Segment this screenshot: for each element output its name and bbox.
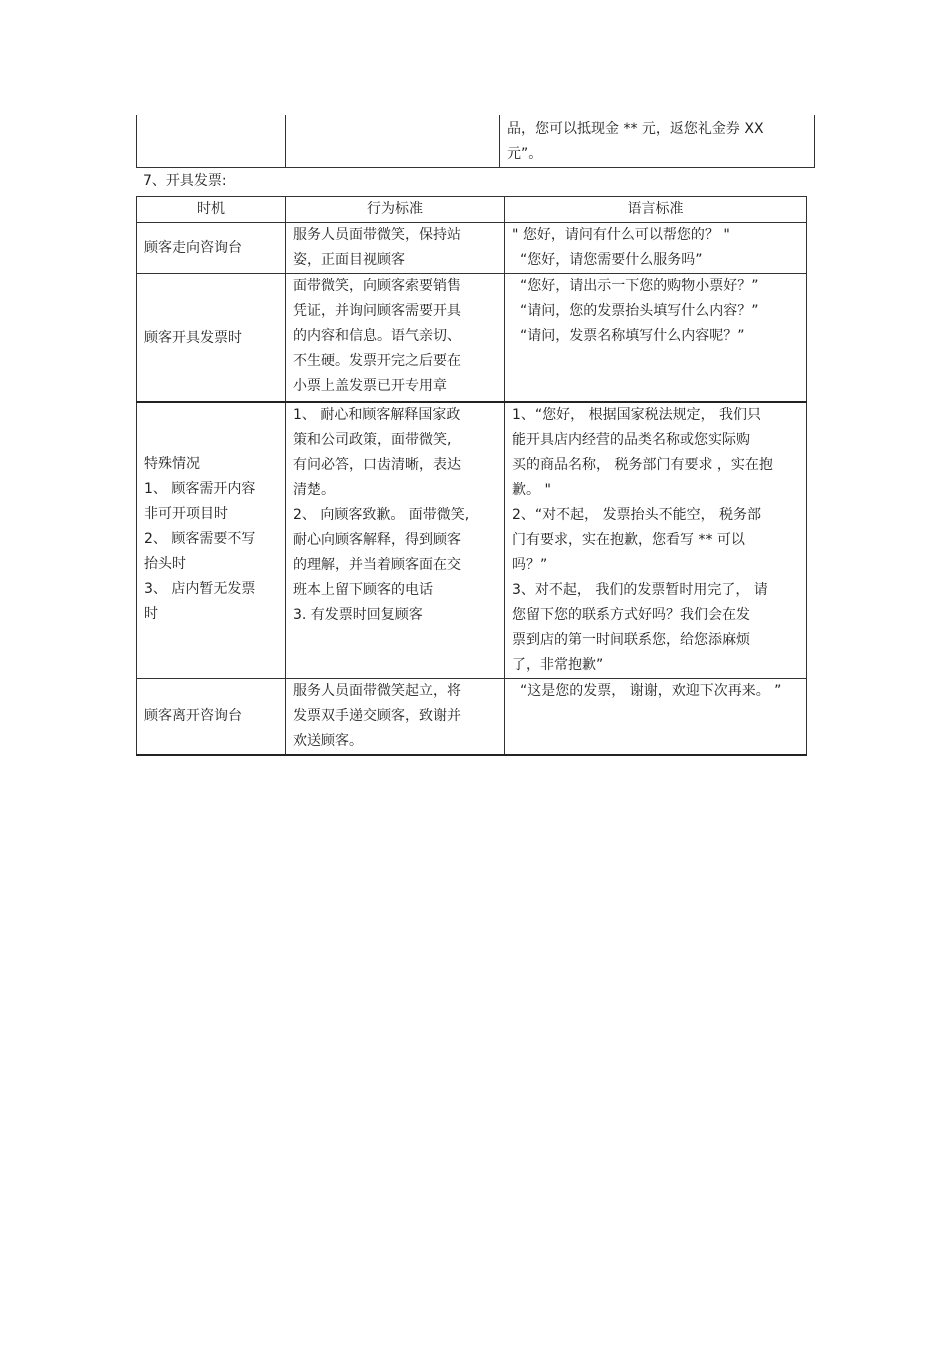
language-line: " 您好，请问有什么可以帮您的？ "	[512, 227, 730, 243]
section-title: 7、开具发票:	[143, 173, 227, 189]
table-row	[137, 223, 807, 274]
language-line: “您好，请出示一下您的购物小票好？”	[520, 278, 759, 294]
language-line: 吗？”	[512, 556, 548, 573]
behavior-line: 有问必答，口齿清晰，表达	[293, 456, 461, 473]
behavior-cell	[286, 223, 505, 274]
behavior-cell	[286, 678, 505, 755]
behavior-line: 服务人员面带微笑，保持站	[293, 227, 461, 243]
prev-cell-1	[137, 115, 286, 168]
invoice-standards-table	[136, 196, 807, 756]
header-behavior: 行为标准	[286, 197, 505, 223]
behavior-line: 的理解，并当着顾客面在交	[293, 556, 461, 573]
timing-line: 抬头时	[144, 555, 186, 572]
timing-cell	[137, 402, 286, 679]
language-line: 能开具店内经营的品类名称或您实际购	[512, 431, 750, 448]
behavior-cell	[286, 274, 505, 402]
language-line: “您好，请您需要什么服务吗”	[520, 252, 703, 268]
prev-cell-2	[286, 115, 500, 168]
language-line: 您留下您的联系方式好吗？我们会在发	[512, 606, 750, 623]
behavior-line: 班本上留下顾客的电话	[293, 581, 433, 598]
behavior-line: 的内容和信息。语气亲切、	[293, 328, 461, 344]
table-row	[137, 402, 807, 679]
table-row	[137, 678, 807, 755]
behavior-cell	[286, 402, 505, 679]
behavior-line: 不生硬。发票开完之后要在	[293, 353, 461, 369]
behavior-line: 凭证，并询问顾客需要开具	[293, 303, 461, 319]
language-cell	[505, 402, 807, 679]
timing-line: 3、 店内暂无发票	[144, 580, 256, 597]
behavior-line: 发票双手递交顾客，致谢并	[293, 707, 461, 724]
language-line: 3、对不起， 我们的发票暂时用完了， 请	[512, 581, 768, 598]
behavior-line: 面带微笑，向顾客索要销售	[293, 278, 461, 294]
timing-cell	[137, 223, 286, 274]
language-cell	[505, 274, 807, 402]
language-line: 2、“对不起， 发票抬头不能空， 税务部	[512, 506, 762, 523]
language-line: 了，非常抱歉”	[512, 656, 604, 673]
previous-table-fragment	[136, 115, 815, 168]
prev-cell-3	[500, 115, 815, 168]
language-line: 买的商品名称， 税务部门有要求 ，实在抱	[512, 456, 773, 473]
behavior-line: 耐心向顾客解释，得到顾客	[293, 531, 461, 548]
prev-line: 元”。	[507, 146, 543, 162]
timing-line: 特殊情况	[144, 455, 200, 472]
behavior-line: 服务人员面带微笑起立，将	[293, 682, 461, 699]
behavior-line: 清楚。	[293, 481, 335, 498]
behavior-line: 姿，正面目视顾客	[293, 252, 405, 268]
language-line: 歉。 "	[512, 481, 551, 498]
language-line: 1、“您好， 根据国家税法规定， 我们只	[512, 406, 762, 423]
table-row	[137, 274, 807, 402]
behavior-line: 2、 向顾客致歉。 面带微笑,	[293, 506, 470, 523]
timing-cell	[137, 274, 286, 402]
header-timing: 时机	[137, 197, 286, 223]
language-cell	[505, 678, 807, 755]
behavior-line: 小票上盖发票已开专用章	[293, 378, 447, 394]
language-cell	[505, 223, 807, 274]
timing-line: 1、 顾客需开内容	[144, 480, 256, 497]
behavior-line: 1、 耐心和顾客解释国家政	[293, 406, 461, 423]
language-line: “这是您的发票， 谢谢，欢迎下次再来。 ”	[520, 682, 782, 699]
behavior-line: 3. 有发票时回复顾客	[293, 606, 423, 623]
language-line: 票到店的第一时间联系您，给您添麻烦	[512, 631, 750, 648]
timing-line: 非可开项目时	[144, 505, 228, 522]
language-line: “请问，您的发票抬头填写什么内容？”	[520, 303, 759, 319]
timing-line: 时	[144, 605, 158, 622]
language-line: “请问，发票名称填写什么内容呢？”	[520, 328, 745, 344]
table-header-row	[137, 197, 807, 223]
prev-line: 品，您可以抵现金 ** 元，返您礼金券 XX	[507, 121, 764, 137]
behavior-line: 欢送顾客。	[293, 732, 363, 749]
timing-cell	[137, 678, 286, 755]
timing-line: 2、 顾客需要不写	[144, 530, 256, 547]
timing-line: 顾客开具发票时	[144, 330, 242, 347]
header-language: 语言标准	[505, 197, 807, 223]
timing-line: 顾客离开咨询台	[144, 707, 242, 724]
language-line: 门有要求，实在抱歉，您看写 ** 可以	[512, 531, 745, 548]
behavior-line: 策和公司政策，面带微笑,	[293, 431, 452, 448]
timing-line: 顾客走向咨询台	[144, 239, 242, 256]
